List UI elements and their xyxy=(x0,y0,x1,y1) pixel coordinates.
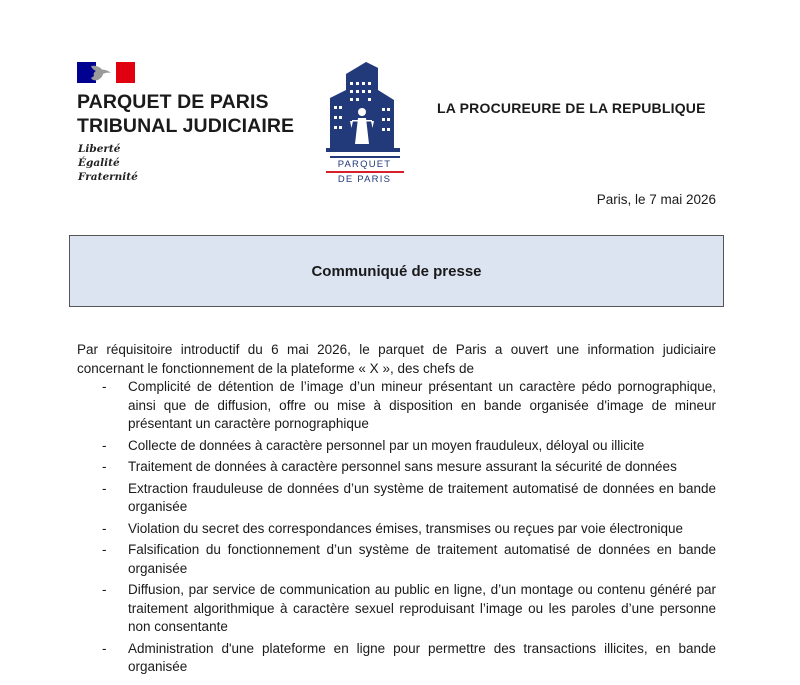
list-dash: - xyxy=(102,520,107,536)
issuer-title: LA PROCUREURE DE LA REPUBLIQUE xyxy=(437,100,706,116)
list-dash: - xyxy=(102,379,107,394)
charge-text: Complicité de détention de l’image d’un mineur présentant un caractère pédo pornographique, ainsi que de diffusion, offre ou mise à disposition en bande organisée d'image de mineur présentant un caractère pornographique xyxy=(128,379,716,431)
charge-text: Diffusion, par service de communication au public en ligne, d’un montage ou contenu généré par traitement algorithmique à caractère sexuel reproduisant l’image ou les paroles d’une personne non consentante xyxy=(128,582,716,634)
charge-item xyxy=(77,520,716,539)
document-body xyxy=(77,341,716,680)
motto-liberte: Liberté xyxy=(78,143,121,155)
charge-text: Violation du secret des correspondances émises, transmises ou reçues par voie électronique xyxy=(128,520,684,536)
charge-text: Collecte de données à caractère personnel par un moyen frauduleux, déloyal ou illicite xyxy=(128,437,645,453)
motto-fraternite: Fraternité xyxy=(78,171,138,183)
press-release-title: Communiqué de presse xyxy=(311,262,482,280)
charge-item xyxy=(77,581,716,637)
charge-item xyxy=(77,480,716,517)
intro-paragraph: Par réquisitoire introductif du 6 mai 2026, le parquet de Paris a ouvert une information judiciaire concernant le fonctionnement de la plateforme « X », des chefs de xyxy=(77,342,716,376)
org-line-1: PARQUET DE PARIS xyxy=(77,91,269,113)
emblem-label-parquet: PARQUET xyxy=(337,159,392,170)
list-dash: - xyxy=(102,542,107,557)
charge-text: Administration d'une plateforme en ligne pour permettre des transactions illicites, en bande organisée xyxy=(128,640,716,674)
charge-item xyxy=(77,378,716,434)
charge-item xyxy=(77,541,716,578)
list-dash: - xyxy=(102,480,107,496)
org-line-2: TRIBUNAL JUDICIAIRE xyxy=(77,115,295,137)
republic-motto xyxy=(78,142,138,184)
list-dash: - xyxy=(102,640,107,656)
emblem-label-de-paris: DE PARIS xyxy=(337,174,392,185)
emblem-rule-top xyxy=(330,156,400,158)
list-dash: - xyxy=(102,459,107,474)
charge-text: Traitement de données à caractère personnel sans mesure assurant la sécurité de données xyxy=(128,459,677,474)
charge-item xyxy=(77,437,716,456)
list-dash: - xyxy=(102,582,107,597)
charge-item xyxy=(77,458,716,477)
marianne-flag-logo xyxy=(77,62,135,83)
motto-egalite: Égalité xyxy=(78,157,120,169)
charges-list xyxy=(77,378,716,677)
press-release-banner xyxy=(69,235,724,307)
organization-name xyxy=(77,90,294,138)
list-dash: - xyxy=(102,437,107,453)
charge-text: Falsification du fonctionnement d’un système de traitement automatisé de données en bande organisée xyxy=(128,542,716,576)
document-date: Paris, le 7 mai 2026 xyxy=(596,192,716,207)
charge-item xyxy=(77,640,716,677)
emblem-rule-red xyxy=(326,171,404,173)
charge-text: Extraction frauduleuse de données d’un système de traitement automatisé de données en bande organisée xyxy=(128,480,716,514)
